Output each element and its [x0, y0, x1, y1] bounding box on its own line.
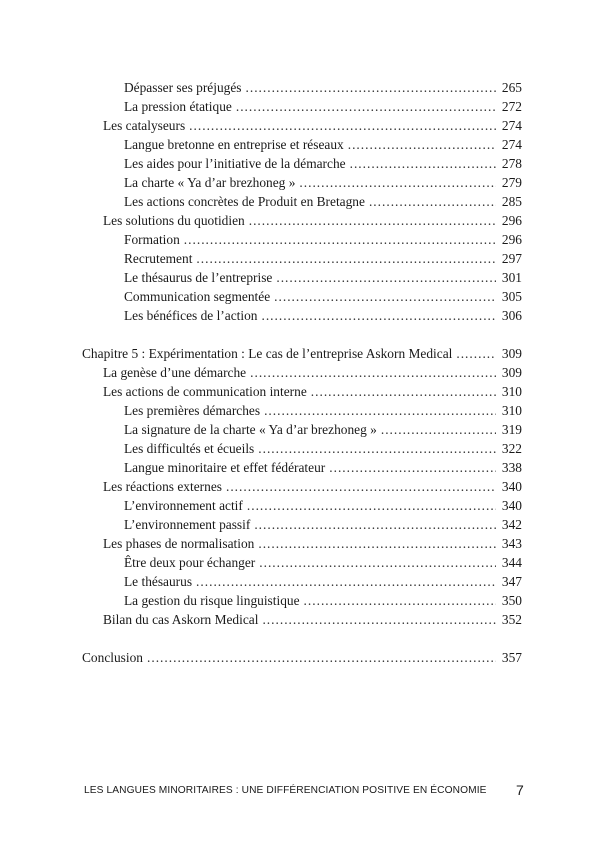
- toc-leader-dots: [196, 572, 496, 591]
- toc-entry-page: 274: [501, 118, 522, 133]
- toc-entry-page: 357: [501, 650, 522, 665]
- toc-leader-dots: [348, 135, 496, 154]
- toc-leader-dots: [329, 458, 496, 477]
- toc-entry-page: 350: [501, 593, 522, 608]
- toc-leader-dots: [262, 610, 496, 629]
- toc-entry-label: Les solutions du quotidien: [103, 213, 245, 228]
- toc-leader-dots: [274, 287, 496, 306]
- toc-entry-label: Les aides pour l’initiative de la démarche: [124, 156, 346, 171]
- toc-entry-label: Chapitre 5 : Expérimentation : Le cas de l’entreprise Askorn Medical: [82, 346, 453, 361]
- toc-entry[interactable]: [103, 363, 522, 382]
- toc-entry[interactable]: [124, 458, 522, 477]
- toc-entry[interactable]: [124, 154, 522, 173]
- toc-entry[interactable]: [103, 610, 522, 629]
- toc-entry-label: Formation: [124, 232, 180, 247]
- toc-entry-label: La gestion du risque linguistique: [124, 593, 300, 608]
- toc-leader-dots: [311, 382, 496, 401]
- toc-entry-label: La genèse d’une démarche: [103, 365, 247, 380]
- toc-leader-dots: [247, 496, 496, 515]
- toc-chapter-entry[interactable]: [82, 344, 522, 363]
- toc-leader-dots: [381, 420, 496, 439]
- toc-leader-dots: [249, 211, 496, 230]
- toc-leader-dots: [456, 344, 496, 363]
- toc-entry[interactable]: [124, 439, 522, 458]
- toc-entry-page: 310: [501, 384, 522, 399]
- toc-entry-label: Dépasser ses préjugés: [124, 80, 242, 95]
- toc-entry[interactable]: [124, 230, 522, 249]
- toc-entry-page: 309: [501, 346, 522, 361]
- toc-entry-page: 279: [501, 175, 522, 190]
- toc-entry-label: Conclusion: [82, 650, 144, 665]
- toc-entry[interactable]: [103, 211, 522, 230]
- toc-entry-page: 322: [501, 441, 522, 456]
- toc-entry-page: 340: [501, 498, 522, 513]
- toc-entry-label: L’environnement actif: [124, 498, 243, 513]
- toc-entry-page: 352: [501, 612, 522, 627]
- toc-entry[interactable]: [103, 382, 522, 401]
- toc-leader-dots: [261, 306, 496, 325]
- toc-leader-dots: [254, 515, 496, 534]
- toc-leader-dots: [258, 534, 496, 553]
- toc-entry-page: 285: [501, 194, 522, 209]
- toc-entry[interactable]: [124, 401, 522, 420]
- running-footer-title: LES LANGUES MINORITAIRES : UNE DIFFÉRENCIATION POSITIVE EN ÉCONOMIE: [84, 785, 487, 796]
- toc-entry-page: 272: [501, 99, 522, 114]
- toc-entry-label: Les actions concrètes de Produit en Bretagne: [124, 194, 365, 209]
- toc-leader-dots: [196, 249, 496, 268]
- toc-entry-page: 305: [501, 289, 522, 304]
- toc-entry-page: 309: [501, 365, 522, 380]
- toc-entry-page: 278: [501, 156, 522, 171]
- toc-entry-page: 274: [501, 137, 522, 152]
- toc-leader-dots: [226, 477, 496, 496]
- toc-entry-page: 310: [501, 403, 522, 418]
- toc-entry-page: 297: [501, 251, 522, 266]
- toc-entry-label: La pression étatique: [124, 99, 232, 114]
- toc-leader-dots: [299, 173, 496, 192]
- toc-entry-label: Le thésaurus de l’entreprise: [124, 270, 273, 285]
- toc-entry[interactable]: [124, 420, 522, 439]
- toc-entry-page: 343: [501, 536, 522, 551]
- toc-leader-dots: [276, 268, 496, 287]
- toc-entry-label: Recrutement: [124, 251, 193, 266]
- toc-leader-dots: [246, 78, 496, 97]
- toc-entry-page: 342: [501, 517, 522, 532]
- toc-entry[interactable]: [124, 515, 522, 534]
- toc-entry[interactable]: [124, 287, 522, 306]
- toc-entry-label: Être deux pour échanger: [124, 555, 256, 570]
- toc-leader-dots: [350, 154, 496, 173]
- toc-entry-page: 340: [501, 479, 522, 494]
- toc-entry-label: Langue bretonne en entreprise et réseaux: [124, 137, 344, 152]
- toc-entry-label: Les premières démarches: [124, 403, 261, 418]
- toc-entry[interactable]: [124, 249, 522, 268]
- toc-leader-dots: [147, 648, 496, 667]
- toc-entry[interactable]: [124, 572, 522, 591]
- toc-leader-dots: [236, 97, 496, 116]
- toc-entry-label: Les phases de normalisation: [103, 536, 255, 551]
- toc-entry[interactable]: [124, 268, 522, 287]
- toc-entry-page: 306: [501, 308, 522, 323]
- toc-entry[interactable]: [124, 306, 522, 325]
- toc-entry-label: Le thésaurus: [124, 574, 193, 589]
- toc-entry-label: Les difficultés et écueils: [124, 441, 255, 456]
- toc-entry-page: 347: [501, 574, 522, 589]
- toc-entry-page: 265: [501, 80, 522, 95]
- toc-entry-page: 319: [501, 422, 522, 437]
- toc-entry-label: Les catalyseurs: [103, 118, 186, 133]
- toc-entry[interactable]: [103, 534, 522, 553]
- toc-leader-dots: [304, 591, 496, 610]
- toc-leader-dots: [184, 230, 496, 249]
- toc-entry-page: 296: [501, 213, 522, 228]
- toc-entry[interactable]: [103, 116, 522, 135]
- toc-entry[interactable]: [124, 78, 522, 97]
- toc-entry[interactable]: [124, 192, 522, 211]
- toc-entry[interactable]: [124, 173, 522, 192]
- toc-entry-label: Bilan du cas Askorn Medical: [103, 612, 259, 627]
- toc-entry-label: La charte « Ya d’ar brezhoneg »: [124, 175, 296, 190]
- toc-entry-page: 344: [501, 555, 522, 570]
- toc-leader-dots: [258, 439, 496, 458]
- page-number: 7: [516, 782, 524, 798]
- toc-entry[interactable]: [124, 496, 522, 515]
- toc-entry[interactable]: [124, 135, 522, 154]
- toc-entry-label: L’environnement passif: [124, 517, 251, 532]
- toc-entry[interactable]: [124, 97, 522, 116]
- toc-leader-dots: [369, 192, 496, 211]
- toc-chapter-entry[interactable]: [82, 648, 522, 667]
- toc-entry-label: Les actions de communication interne: [103, 384, 307, 399]
- toc-entry-label: Langue minoritaire et effet fédérateur: [124, 460, 326, 475]
- toc-entry-label: La signature de la charte « Ya d’ar brezhoneg »: [124, 422, 377, 437]
- toc-leader-dots: [250, 363, 496, 382]
- toc-entry[interactable]: [103, 477, 522, 496]
- toc-entry-page: 338: [501, 460, 522, 475]
- toc-leader-dots: [189, 116, 496, 135]
- toc-leader-dots: [259, 553, 496, 572]
- toc-entry[interactable]: [124, 591, 522, 610]
- toc-entry-page: 296: [501, 232, 522, 247]
- toc-entry-label: Les bénéfices de l’action: [124, 308, 258, 323]
- toc-entry-label: Communication segmentée: [124, 289, 271, 304]
- toc-leader-dots: [264, 401, 496, 420]
- toc-entry[interactable]: [124, 553, 522, 572]
- toc-entry-page: 301: [501, 270, 522, 285]
- toc-entry-label: Les réactions externes: [103, 479, 222, 494]
